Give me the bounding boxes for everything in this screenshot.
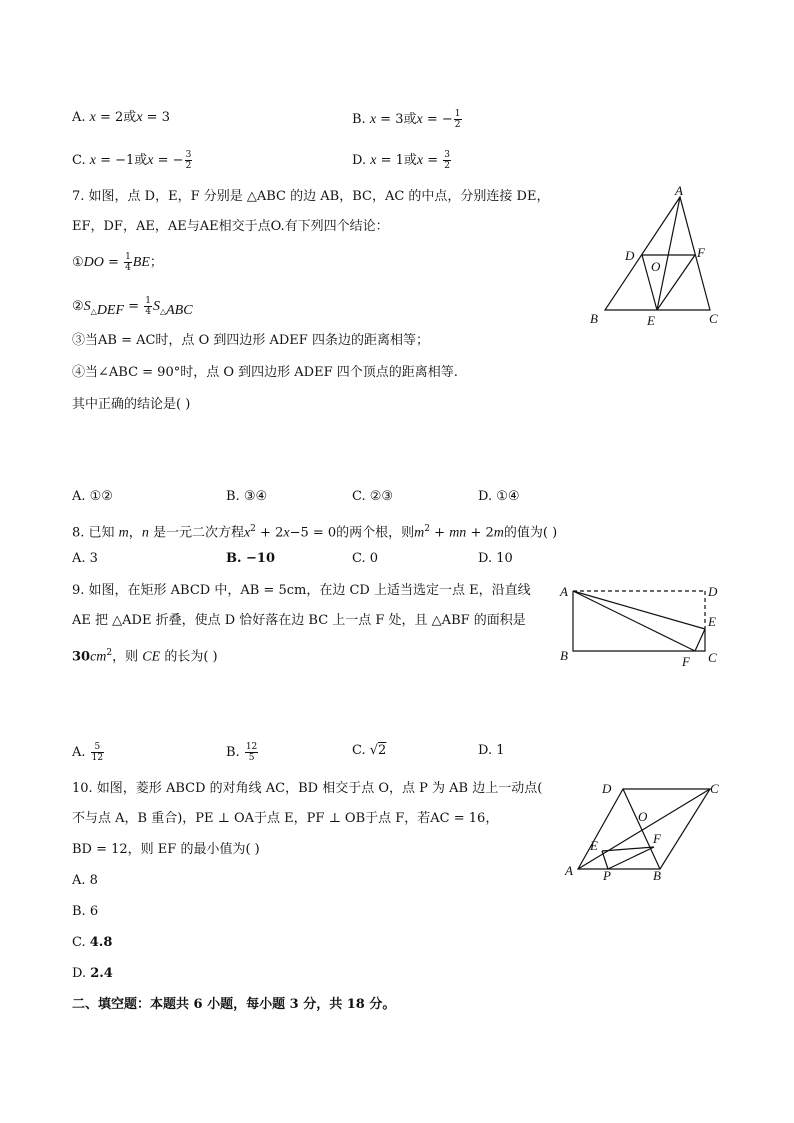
q8-option-a: A. 3 [72, 551, 98, 566]
q10-label-o: O [638, 809, 648, 824]
q9-label-c: C [708, 650, 717, 665]
q10-option-a: A. 8 [72, 873, 98, 888]
q10-stem-line3: BD = 12，则 EF 的最小值为( ) [72, 842, 260, 857]
q10-label-b: B [653, 868, 661, 882]
q10-label-f: F [653, 831, 661, 846]
q9-option-a: A. $\frac{5}{12}$ [72, 742, 104, 763]
q7-triangle-figure [585, 185, 725, 330]
section-2-heading: 二、填空题：本题共 6 小题，每小题 3 分，共 18 分。 [72, 997, 396, 1012]
q8-option-c: C. 0 [352, 551, 379, 566]
q10-option-b: B. 6 [72, 904, 99, 919]
q7-label-o: O [651, 259, 661, 274]
q9-label-a: A [560, 584, 568, 599]
q10-rhombus-figure [560, 777, 730, 882]
q6-option-c: C. x = −1或x = − $\frac{3}{2}$ [72, 150, 192, 171]
q7-label-c: C [709, 311, 718, 326]
q9-stem-line2: AE 把 △ADE 折叠，使点 D 恰好落在边 BC 上一点 F 处，且 △ABF 的面积是 [72, 613, 526, 628]
q9-label-b: B [560, 648, 568, 663]
q8-option-d: D. 10 [478, 551, 513, 566]
q9-stem-line1: 9. 如图，在矩形 ABCD 中，AB = 5cm，在边 CD 上适当选定一点 E，沿直线 [72, 583, 531, 598]
q9-option-c: C. √2 [352, 743, 387, 758]
q7-option-a: A. ①② [72, 489, 113, 504]
q7-conclusion-3: ③当AB = AC时，点 O 到四边形 ADEF 四条边的距离相等； [72, 333, 429, 348]
q7-label-d: D [625, 248, 635, 263]
q7-label-e: E [647, 313, 655, 328]
q7-conclusion-1: ①DO = $\frac{1}{4}$ BE； [72, 252, 163, 273]
q6-option-b: B. x = 3或x = − $\frac{1}{2}$ [352, 109, 461, 130]
q10-label-c: C [710, 781, 719, 796]
q7-option-d: D. ①④ [478, 489, 520, 504]
q9-rectangle-figure [555, 580, 725, 670]
q9-label-e: E [708, 614, 716, 629]
q8-stem: 8. 已知 m，n 是一元二次方程$x^2 + 2x-5 = 0$的两个根，则$m^2$ + mn + 2m的值为( ) [72, 524, 558, 541]
q7-option-b: B. ③④ [226, 489, 268, 504]
q10-label-a: A [565, 863, 573, 878]
q7-conclusion-2: $②S_{\triangle DEF}$ = $\frac{1}{4}$ $S_{\triangle ABC}$ [72, 296, 193, 318]
q8-option-b: B. −10 [226, 551, 276, 566]
q10-label-e: E [590, 838, 598, 853]
q7-stem-line1: 7. 如图，点 D，E，F 分别是 △ABC 的边 AB，BC，AC 的中点，分别连接 DE， [72, 189, 550, 204]
q6-option-a: A. x = 2或x = 3 [72, 110, 170, 125]
q7-label-f: F [697, 245, 705, 260]
q9-label-d: D [708, 584, 718, 599]
q10-stem-line1: 10. 如图，菱形 ABCD 的对角线 AC，BD 相交于点 O，点 P 为 AB 边上一动点( [72, 781, 543, 796]
q10-stem-line2: 不与点 A，B 重合)，PE ⊥ OA于点 E，PF ⊥ OB于点 F，若AC = 16， [72, 811, 499, 826]
q7-option-c: C. ②③ [352, 489, 394, 504]
q9-stem-line3: $30cm^2$，则 CE 的长为( ) [72, 648, 218, 665]
q7-stem-line2: EF，DF，AE，AE与AE相交于点O.有下列四个结论： [72, 219, 389, 234]
q7-conclusion-4: ④当∠ABC = 90°时，点 O 到四边形 ADEF 四个顶点的距离相等. [72, 365, 458, 380]
q9-label-f: F [682, 654, 690, 669]
q10-option-c: C. 4.8 [72, 935, 113, 950]
q10-label-p: P [603, 868, 611, 882]
q10-label-d: D [602, 781, 612, 796]
q9-option-d: D. 1 [478, 743, 505, 758]
q9-option-b: B. $\frac{12}{5}$ [226, 742, 258, 763]
q7-label-a: A [675, 185, 683, 198]
q10-option-d: D. 2.4 [72, 966, 113, 981]
q6-option-d: D. x = 1或x = $\frac{3}{2}$ [352, 150, 451, 171]
q7-label-b: B [590, 311, 598, 326]
q7-question: 其中正确的结论是( ) [72, 397, 191, 412]
